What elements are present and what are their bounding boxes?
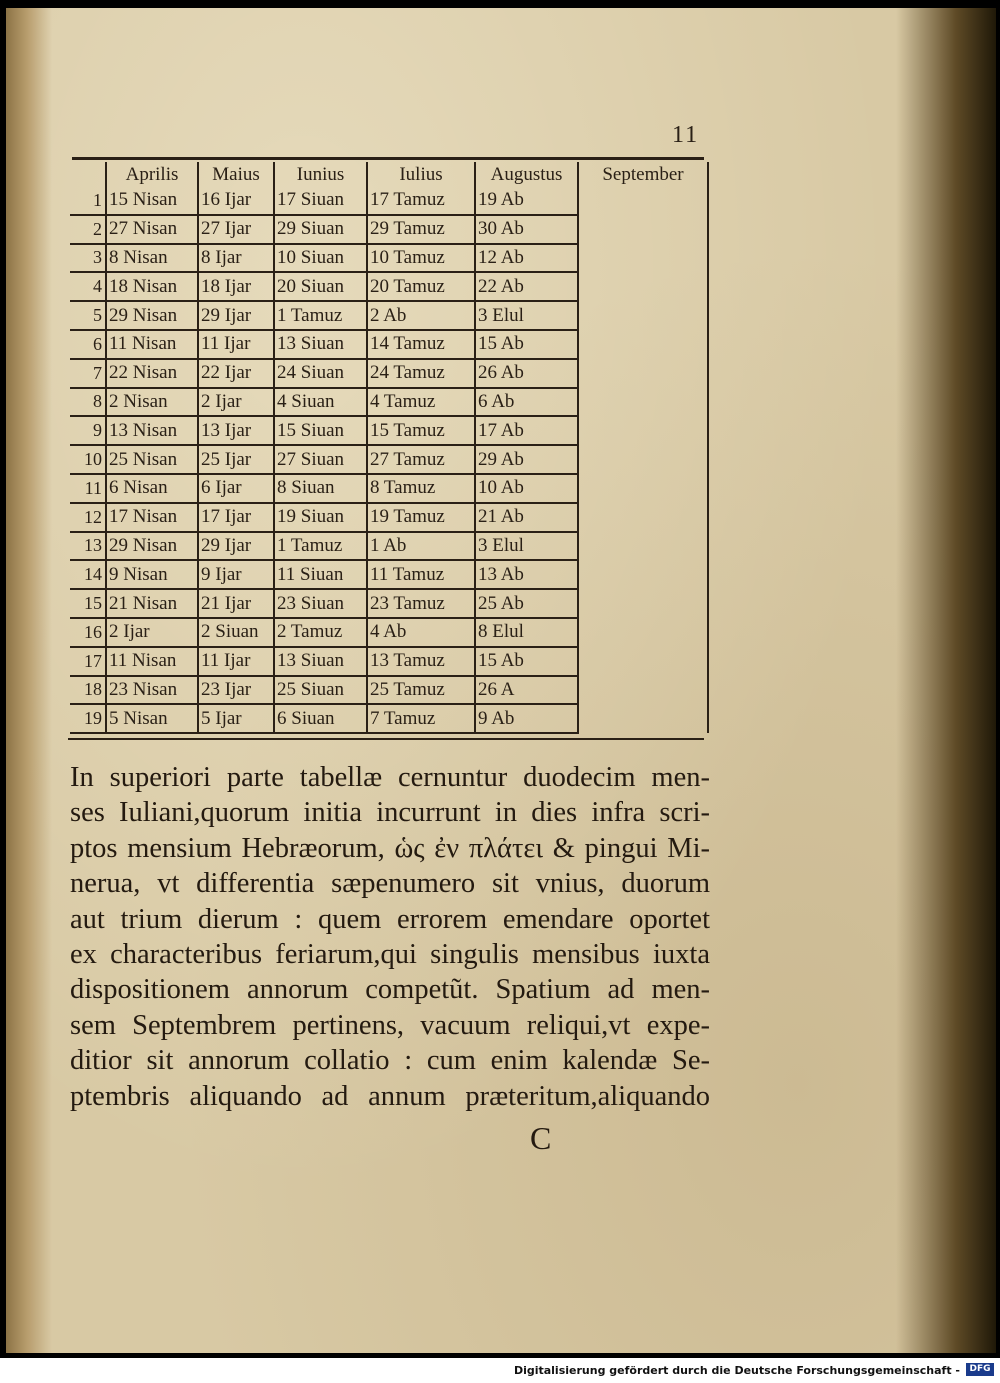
table-row — [70, 618, 708, 647]
date-cell: 30 Ab — [475, 215, 578, 244]
row-number-cell: 9 — [70, 416, 106, 445]
date-cell: 11 Nisan — [106, 330, 198, 359]
date-cell: 16 Ijar — [198, 187, 274, 215]
row-number-cell: 13 — [70, 532, 106, 561]
text-line: aut trium dierum : quem errorem emendare oportet — [70, 903, 710, 935]
row-number-cell: 5 — [70, 301, 106, 330]
table-bottom-rule — [68, 738, 704, 740]
row-number-cell: 14 — [70, 560, 106, 589]
page-spine-shadow — [6, 8, 52, 1353]
date-cell: 25 Nisan — [106, 445, 198, 474]
table-row — [70, 388, 708, 417]
date-cell: 4 Tamuz — [367, 388, 475, 417]
date-cell: 22 Ijar — [198, 359, 274, 388]
september-empty-cell — [578, 215, 708, 244]
table-row — [70, 532, 708, 561]
date-cell: 15 Nisan — [106, 187, 198, 215]
date-cell: 21 Ab — [475, 503, 578, 532]
table-row — [70, 330, 708, 359]
date-cell: 4 Ab — [367, 618, 475, 647]
date-cell: 10 Siuan — [274, 244, 367, 273]
september-empty-cell — [578, 474, 708, 503]
date-cell: 27 Ijar — [198, 215, 274, 244]
september-empty-cell — [578, 272, 708, 301]
date-cell: 2 Tamuz — [274, 618, 367, 647]
date-cell: 27 Tamuz — [367, 445, 475, 474]
date-cell: 7 Tamuz — [367, 704, 475, 733]
date-cell: 10 Tamuz — [367, 244, 475, 273]
table-row — [70, 474, 708, 503]
date-cell: 25 Ijar — [198, 445, 274, 474]
date-cell: 26 Ab — [475, 359, 578, 388]
date-cell: 24 Siuan — [274, 359, 367, 388]
date-cell: 10 Ab — [475, 474, 578, 503]
column-header-september: September — [578, 162, 708, 187]
date-cell: 23 Nisan — [106, 676, 198, 705]
table-row — [70, 704, 708, 733]
table-top-rule — [72, 157, 704, 160]
row-number-cell: 19 — [70, 704, 106, 733]
date-cell: 21 Ijar — [198, 589, 274, 618]
date-cell: 8 Ijar — [198, 244, 274, 273]
calendar-table — [70, 162, 709, 734]
table-header-row — [70, 162, 708, 187]
signature-mark: C — [530, 1120, 552, 1156]
september-empty-cell — [578, 244, 708, 273]
row-number-cell: 8 — [70, 388, 106, 417]
date-cell: 13 Ijar — [198, 416, 274, 445]
date-cell: 6 Ijar — [198, 474, 274, 503]
date-cell: 18 Nisan — [106, 272, 198, 301]
table-row — [70, 560, 708, 589]
table-row — [70, 301, 708, 330]
row-number-cell: 3 — [70, 244, 106, 273]
september-empty-cell — [578, 618, 708, 647]
date-cell: 15 Ab — [475, 330, 578, 359]
table-row — [70, 187, 708, 215]
column-header — [70, 162, 106, 187]
september-empty-cell — [578, 187, 708, 215]
date-cell: 15 Tamuz — [367, 416, 475, 445]
table-row — [70, 589, 708, 618]
text-line: dispositionem annorum competũt. Spatium ad men- — [70, 974, 710, 1006]
date-cell: 6 Nisan — [106, 474, 198, 503]
row-number-cell: 15 — [70, 589, 106, 618]
page-number: 11 — [672, 122, 700, 148]
row-number-cell: 10 — [70, 445, 106, 474]
september-empty-cell — [578, 416, 708, 445]
row-number-cell: 4 — [70, 272, 106, 301]
table-row — [70, 359, 708, 388]
date-cell: 11 Ijar — [198, 647, 274, 676]
date-cell: 27 Siuan — [274, 445, 367, 474]
date-cell: 19 Siuan — [274, 503, 367, 532]
date-cell: 11 Siuan — [274, 560, 367, 589]
date-cell: 25 Ab — [475, 589, 578, 618]
september-empty-cell — [578, 388, 708, 417]
date-cell: 29 Ab — [475, 445, 578, 474]
date-cell: 19 Ab — [475, 187, 578, 215]
date-cell: 2 Siuan — [198, 618, 274, 647]
date-cell: 15 Ab — [475, 647, 578, 676]
date-cell: 8 Tamuz — [367, 474, 475, 503]
text-line: sem Septembrem pertinens, vacuum reliqui,vt expe- — [70, 1009, 710, 1041]
date-cell: 23 Tamuz — [367, 589, 475, 618]
column-header-iulius: Iulius — [367, 162, 475, 187]
text-line: ses Iuliani,quorum initia incurrunt in dies infra scri- — [70, 797, 710, 829]
date-cell: 13 Tamuz — [367, 647, 475, 676]
date-cell: 29 Nisan — [106, 532, 198, 561]
date-cell: 15 Siuan — [274, 416, 367, 445]
date-cell: 11 Tamuz — [367, 560, 475, 589]
text-line: ex characteribus feriarum,qui singulis mensibus iuxta — [70, 939, 710, 971]
date-cell: 27 Nisan — [106, 215, 198, 244]
date-cell: 9 Nisan — [106, 560, 198, 589]
row-number-cell: 6 — [70, 330, 106, 359]
september-empty-cell — [578, 647, 708, 676]
column-header-iunius: Iunius — [274, 162, 367, 187]
date-cell: 9 Ijar — [198, 560, 274, 589]
date-cell: 19 Tamuz — [367, 503, 475, 532]
september-empty-cell — [578, 704, 708, 733]
date-cell: 2 Ab — [367, 301, 475, 330]
date-cell: 8 Nisan — [106, 244, 198, 273]
dfg-logo-icon: DFG — [966, 1363, 994, 1376]
table-row — [70, 445, 708, 474]
date-cell: 29 Tamuz — [367, 215, 475, 244]
september-empty-cell — [578, 532, 708, 561]
row-number-cell: 18 — [70, 676, 106, 705]
row-number-cell: 11 — [70, 474, 106, 503]
september-empty-cell — [578, 330, 708, 359]
september-empty-cell — [578, 676, 708, 705]
date-cell: 11 Ijar — [198, 330, 274, 359]
text-line: ptos mensium Hebræorum, ὡς ἐν πλάτει & pingui Mi- — [70, 832, 710, 864]
date-cell: 11 Nisan — [106, 647, 198, 676]
date-cell: 6 Siuan — [274, 704, 367, 733]
row-number-cell: 17 — [70, 647, 106, 676]
september-empty-cell — [578, 503, 708, 532]
row-number-cell: 16 — [70, 618, 106, 647]
table-row — [70, 676, 708, 705]
date-cell: 20 Siuan — [274, 272, 367, 301]
column-header-augustus: Augustus — [475, 162, 578, 187]
date-cell: 23 Ijar — [198, 676, 274, 705]
table-row — [70, 503, 708, 532]
date-cell: 6 Ab — [475, 388, 578, 417]
date-cell: 2 Ijar — [106, 618, 198, 647]
date-cell: 3 Elul — [475, 532, 578, 561]
date-cell: 21 Nisan — [106, 589, 198, 618]
table-row — [70, 416, 708, 445]
september-empty-cell — [578, 589, 708, 618]
date-cell: 29 Ijar — [198, 532, 274, 561]
date-cell: 17 Ab — [475, 416, 578, 445]
text-line: ptembris aliquando ad annum præteritum,aliquando — [70, 1080, 710, 1112]
date-cell: 29 Nisan — [106, 301, 198, 330]
date-cell: 20 Tamuz — [367, 272, 475, 301]
september-empty-cell — [578, 301, 708, 330]
table-row — [70, 647, 708, 676]
date-cell: 17 Tamuz — [367, 187, 475, 215]
date-cell: 1 Tamuz — [274, 301, 367, 330]
date-cell: 17 Siuan — [274, 187, 367, 215]
text-line: nerua, vt differentia sæpenumero sit vnius, duorum — [70, 868, 710, 900]
date-cell: 22 Ab — [475, 272, 578, 301]
page-edge-shadow — [896, 8, 996, 1353]
row-number-cell: 1 — [70, 187, 106, 215]
date-cell: 5 Nisan — [106, 704, 198, 733]
date-cell: 5 Ijar — [198, 704, 274, 733]
footer-bar — [0, 1358, 1000, 1383]
date-cell: 14 Tamuz — [367, 330, 475, 359]
date-cell: 26 A — [475, 676, 578, 705]
date-cell: 1 Ab — [367, 532, 475, 561]
table-row — [70, 244, 708, 273]
date-cell: 2 Nisan — [106, 388, 198, 417]
date-cell: 9 Ab — [475, 704, 578, 733]
column-header-maius: Maius — [198, 162, 274, 187]
date-cell: 13 Siuan — [274, 330, 367, 359]
footer-credit: Digitalisierung gefördert durch die Deutsche Forschungsgemeinschaft - — [513, 1364, 960, 1377]
date-cell: 13 Siuan — [274, 647, 367, 676]
date-cell: 17 Ijar — [198, 503, 274, 532]
body-text — [70, 760, 710, 1114]
text-line: In superiori parte tabellæ cernuntur duodecim men- — [70, 762, 710, 793]
date-cell: 18 Ijar — [198, 272, 274, 301]
date-cell: 29 Ijar — [198, 301, 274, 330]
date-cell: 1 Tamuz — [274, 532, 367, 561]
date-cell: 2 Ijar — [198, 388, 274, 417]
date-cell: 3 Elul — [475, 301, 578, 330]
date-cell: 12 Ab — [475, 244, 578, 273]
date-cell: 13 Ab — [475, 560, 578, 589]
date-cell: 8 Siuan — [274, 474, 367, 503]
column-header-aprilis: Aprilis — [106, 162, 198, 187]
table-row — [70, 215, 708, 244]
september-empty-cell — [578, 445, 708, 474]
table-row — [70, 272, 708, 301]
date-cell: 25 Siuan — [274, 676, 367, 705]
date-cell: 22 Nisan — [106, 359, 198, 388]
date-cell: 17 Nisan — [106, 503, 198, 532]
row-number-cell: 2 — [70, 215, 106, 244]
date-cell: 23 Siuan — [274, 589, 367, 618]
september-empty-cell — [578, 359, 708, 388]
date-cell: 13 Nisan — [106, 416, 198, 445]
date-cell: 29 Siuan — [274, 215, 367, 244]
date-cell: 25 Tamuz — [367, 676, 475, 705]
text-line: ditior sit annorum collatio : cum enim kalendæ Se- — [70, 1045, 710, 1077]
date-cell: 8 Elul — [475, 618, 578, 647]
september-empty-cell — [578, 560, 708, 589]
row-number-cell: 12 — [70, 503, 106, 532]
date-cell: 4 Siuan — [274, 388, 367, 417]
row-number-cell: 7 — [70, 359, 106, 388]
date-cell: 24 Tamuz — [367, 359, 475, 388]
